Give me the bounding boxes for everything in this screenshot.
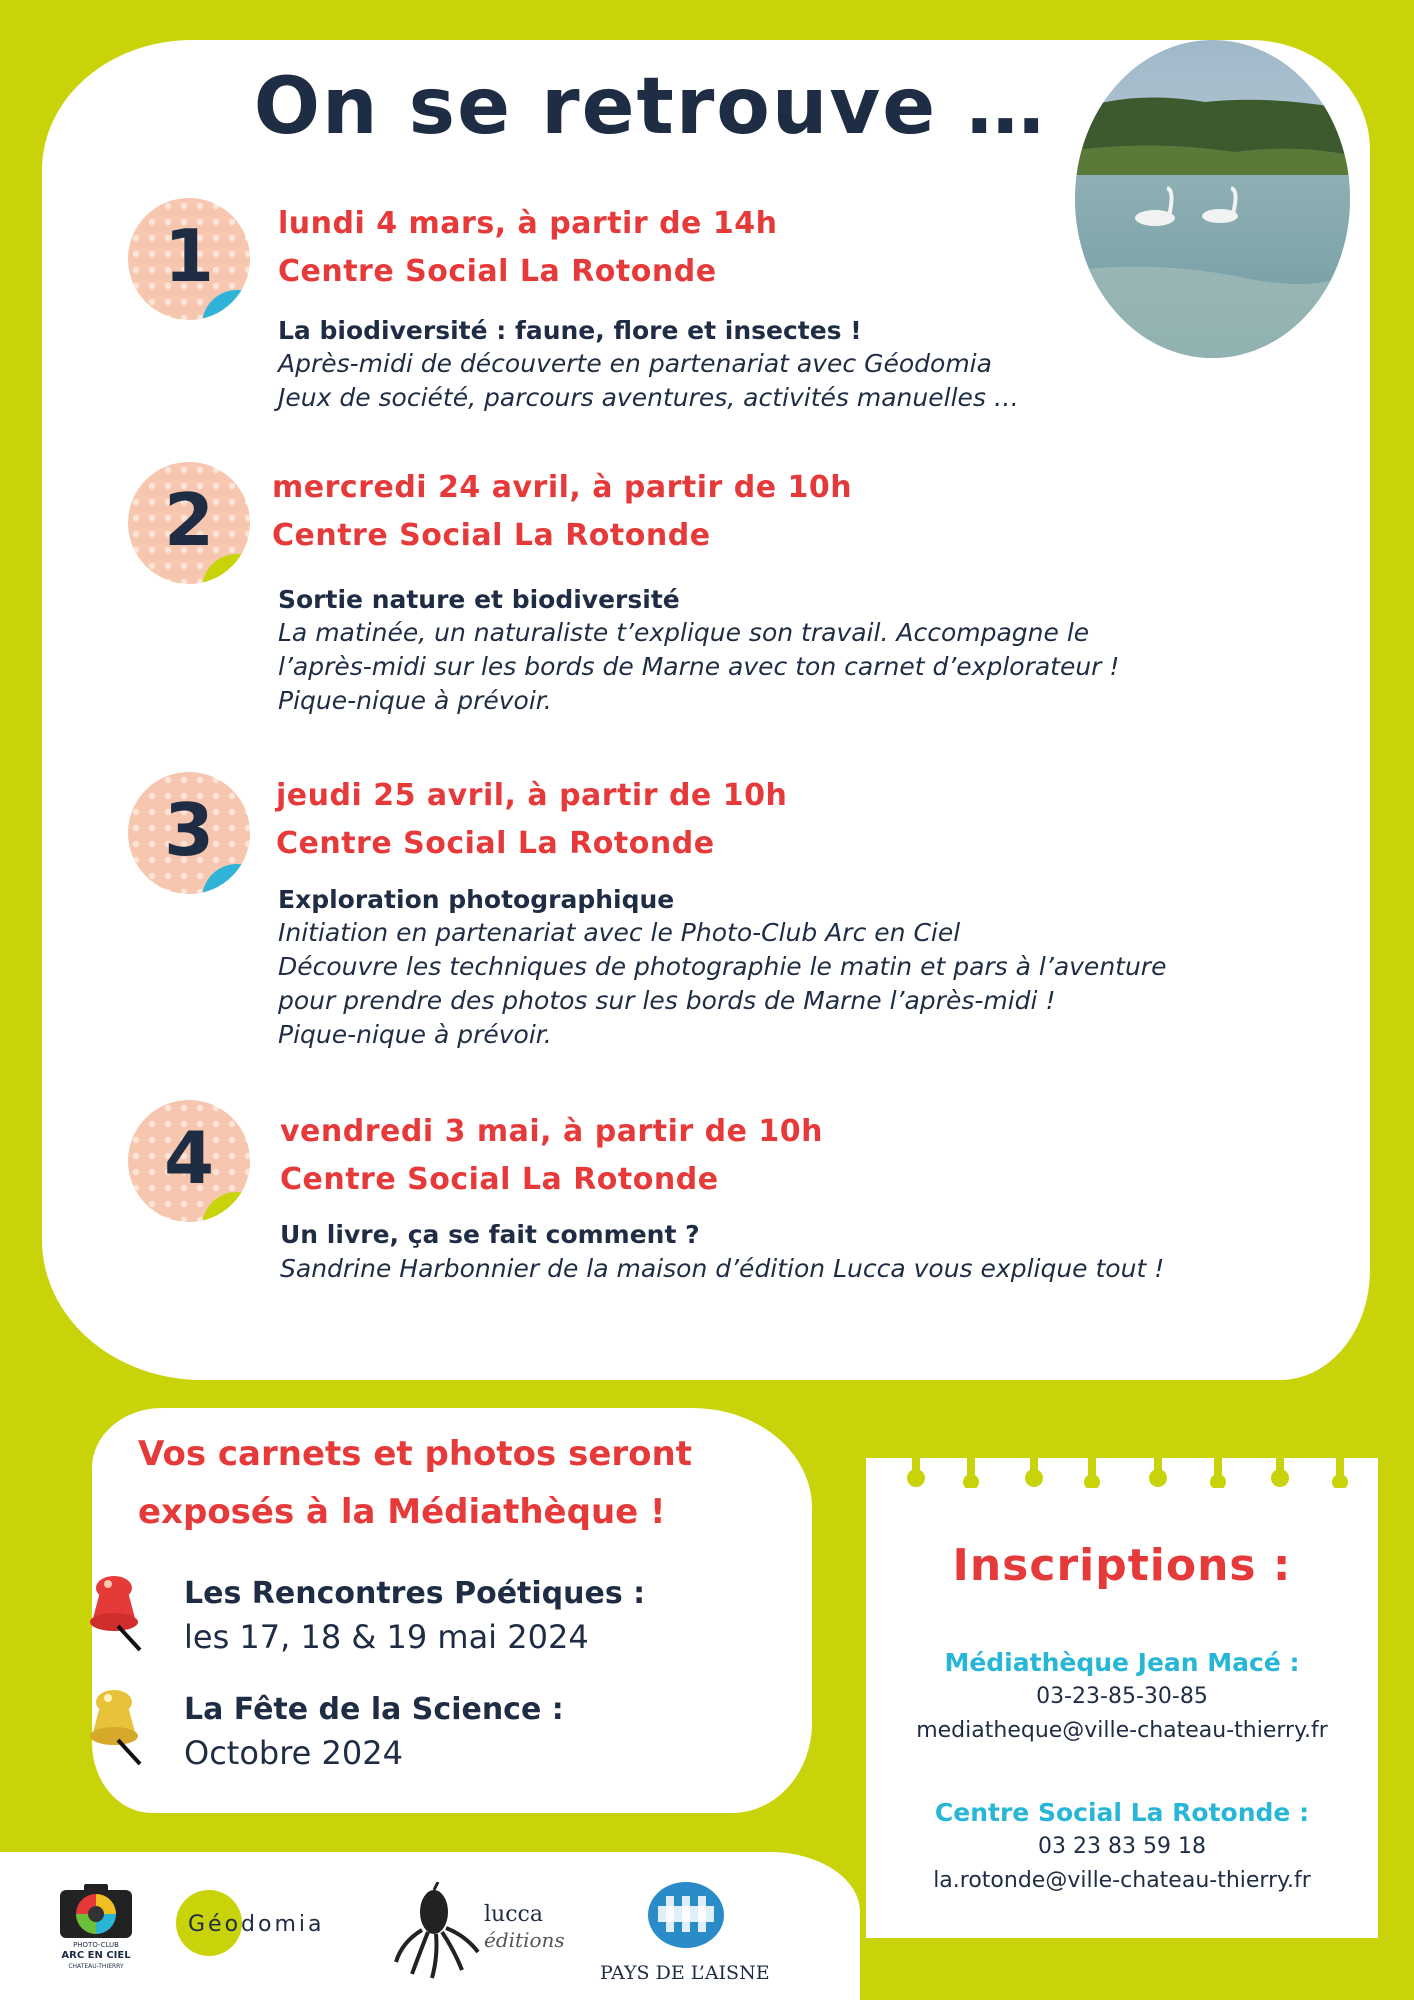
event-description: Après-midi de découverte en partenariat avec Géodomia [278, 349, 992, 378]
org-name: Centre Social La Rotonde : [934, 1798, 1310, 1827]
event-number-badge [128, 198, 250, 320]
event-description: Pique-nique à prévoir. [278, 1020, 552, 1049]
event-place: Centre Social La Rotonde [272, 518, 711, 553]
event-number: 2 [163, 478, 215, 562]
event-number: 4 [163, 1116, 215, 1200]
event-number-badge [128, 1100, 250, 1222]
torn-paper-edge [866, 1448, 1378, 1488]
event-place: Centre Social La Rotonde [280, 1162, 719, 1197]
lucca-logo-name: lucca [484, 1902, 543, 1927]
photo-club-top: PHOTO-CLUB [73, 1941, 119, 1949]
event-description: pour prendre des photos sur les bords de Marne l’après-midi ! [278, 986, 1056, 1015]
event-place: Centre Social La Rotonde [278, 254, 717, 289]
org-name: Médiathèque Jean Macé : [944, 1648, 1300, 1677]
photo-club-city: CHATEAU-THIERRY [68, 1963, 124, 1970]
event-description: Jeux de société, parcours aventures, activités manuelles … [278, 383, 1019, 412]
event-date: vendredi 3 mai, à partir de 10h [280, 1114, 823, 1149]
pushpin-icon [84, 1566, 154, 1660]
event-number: 3 [163, 788, 215, 872]
pushpin-icon [84, 1680, 154, 1774]
event-number-badge [128, 772, 250, 894]
meeting-title: Les Rencontres Poétiques : [184, 1576, 646, 1611]
org-phone: 03 23 83 59 18 [1038, 1834, 1206, 1859]
page-title: On se retrouve … [253, 62, 1047, 152]
inscriptions-note [866, 1448, 1378, 1938]
photo-club-name: ARC EN CIEL [61, 1950, 131, 1961]
lucca-logo-sub: éditions [484, 1928, 565, 1952]
org-email: mediatheque@ville-chateau-thierry.fr [916, 1718, 1328, 1743]
event-title: Exploration photographique [278, 885, 675, 914]
event-description: Découvre les techniques de photographie le matin et pars à l’aventure [278, 952, 1167, 981]
event-description: Initiation en partenariat avec le Photo-Club Arc en Ciel [278, 918, 961, 947]
event-description: Sandrine Harbonnier de la maison d’édition Lucca vous explique tout ! [280, 1254, 1165, 1283]
meeting-date: les 17, 18 & 19 mai 2024 [184, 1618, 589, 1656]
org-phone: 03-23-85-30-85 [1036, 1684, 1208, 1709]
exhibition-headline: exposés à la Médiathèque ! [138, 1492, 666, 1532]
octopus-icon [392, 1882, 482, 1986]
org-email: la.rotonde@ville-chateau-thierry.fr [933, 1868, 1311, 1893]
meeting-title: La Fête de la Science : [184, 1692, 564, 1727]
exhibition-headline: Vos carnets et photos seront [138, 1434, 692, 1474]
event-date: mercredi 24 avril, à partir de 10h [272, 470, 853, 505]
partner-logos [0, 1852, 860, 2000]
exhibition-box [92, 1408, 812, 1813]
event-place: Centre Social La Rotonde [276, 826, 715, 861]
lake-swans-photo [1075, 40, 1350, 358]
event-date: lundi 4 mars, à partir de 14h [278, 206, 778, 241]
event-description: Pique-nique à prévoir. [278, 686, 552, 715]
geodomia-logo: Géodomia [188, 1912, 325, 1937]
event-title: Sortie nature et biodiversité [278, 585, 680, 614]
event-description: l’après-midi sur les bords de Marne avec ton carnet d’explorateur ! [278, 652, 1120, 681]
pays-aisne-logo [648, 1882, 724, 1948]
event-title: La biodiversité : faune, flore et insectes ! [278, 316, 862, 345]
pays-aisne-label: PAYS DE L’AISNE [600, 1962, 770, 1984]
event-description: La matinée, un naturaliste t’explique son travail. Accompagne le [278, 618, 1090, 647]
inscriptions-title: Inscriptions : [952, 1540, 1292, 1591]
event-number: 1 [163, 214, 215, 298]
event-number-badge [128, 462, 250, 584]
meeting-date: Octobre 2024 [184, 1734, 403, 1772]
event-title: Un livre, ça se fait comment ? [280, 1220, 700, 1249]
event-date: jeudi 25 avril, à partir de 10h [276, 778, 788, 813]
